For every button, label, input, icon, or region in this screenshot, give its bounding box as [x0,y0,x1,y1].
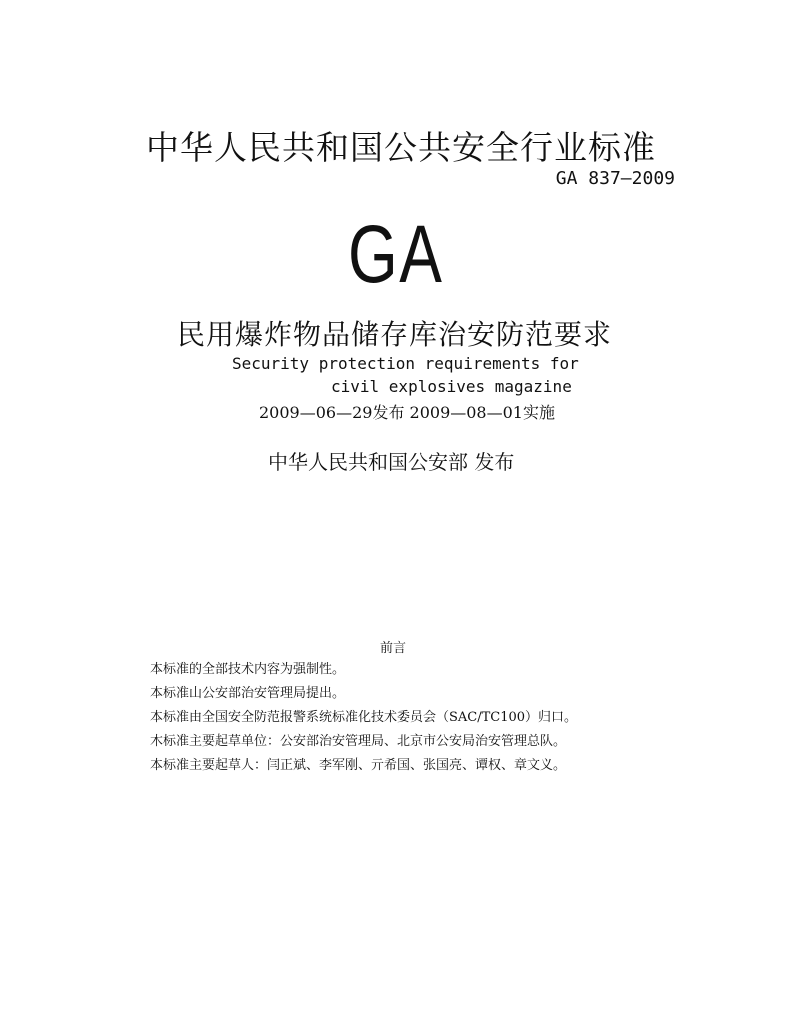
standard-number: GA 837—2009 [555,168,675,189]
preface-line: 本标准的全部技术内容为强制性。 [150,662,346,677]
preface-line: 本标准山公安部治安管理局提出。 [150,686,346,701]
document-title-en-line1: Security protection requirements for [232,354,579,373]
issuing-authority: 中华人民共和国公安部 发布 [268,450,515,474]
publish-implement-dates: 2009—06—29发布 2009—08—01实施 [259,403,555,422]
preface-line: 本标准主要起草人：闫正斌、李军刚、亓希国、张国亮、谭权、章文义。 [150,758,567,773]
preface-line: 木标准主要起草单位：公安部治安管理局、北京市公安局治安管理总队。 [150,734,567,749]
preface-line: 本标准由全国安全防范报警系统标准化技术委员会（SAC/TC100）归口。 [150,710,578,725]
ga-logo: GA [348,209,444,300]
document-title-cn: 民用爆炸物品储存库治安防范要求 [177,318,613,351]
standard-category-title: 中华人民共和国公共安全行业标准 [146,128,656,167]
document-title-en-line2: civil explosives magazine [331,377,572,396]
preface-heading: 前言 [380,641,407,656]
preface-list [150,658,577,778]
